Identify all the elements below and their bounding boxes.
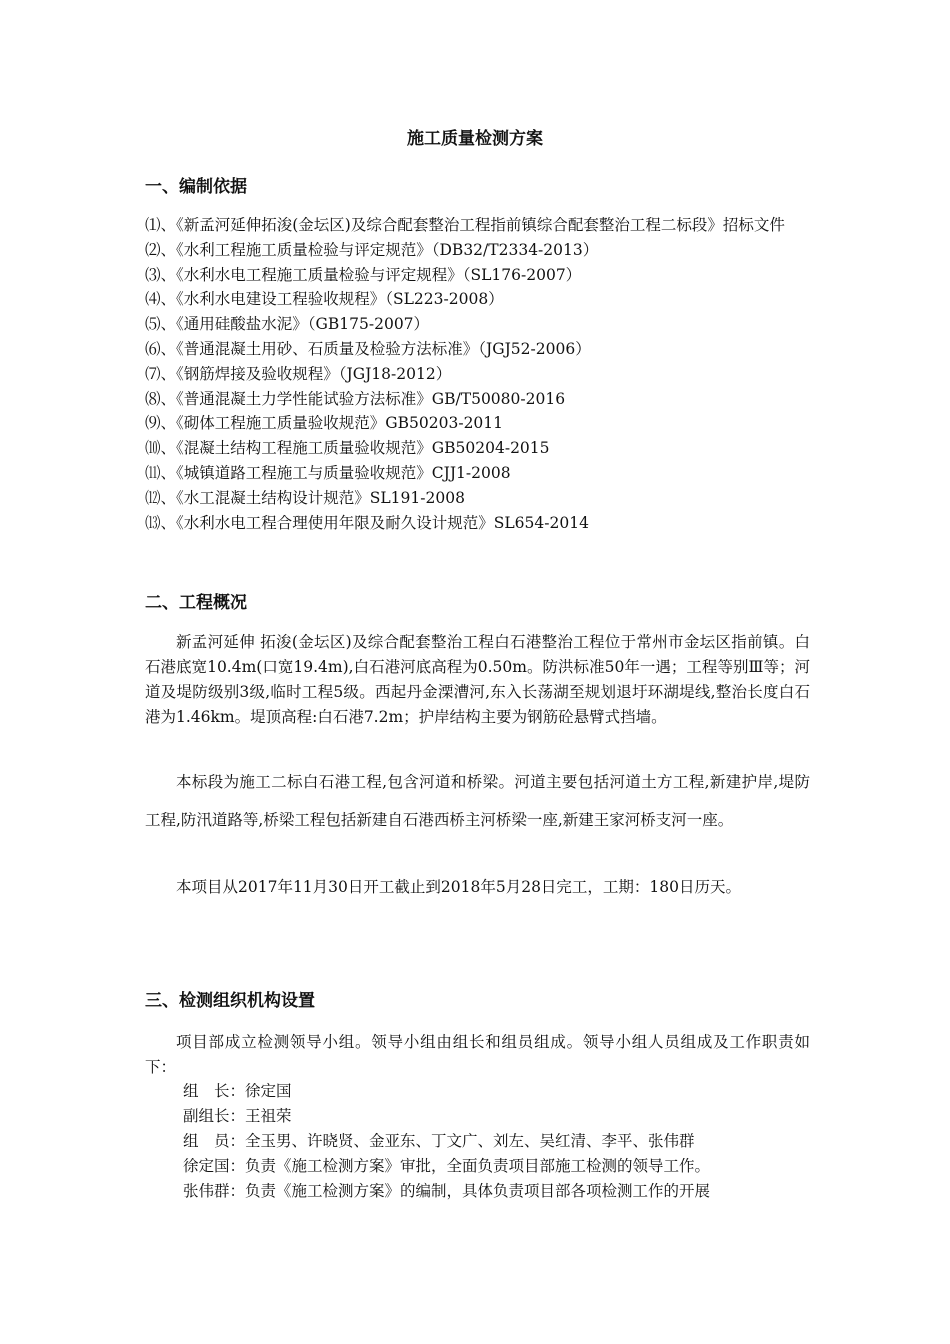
- section-heading-organization: 三、检测组织机构设置: [145, 991, 315, 1011]
- org-line-members: 组 员：全玉男、许晓贤、金亚东、丁文广、刘左、吴红清、李平、张伟群: [183, 1132, 695, 1150]
- reference-item: ⑾、《城镇道路工程施工与质量验收规范》CJJ1-2008: [145, 463, 511, 482]
- org-line-duty-xu: 徐定国：负责《施工检测方案》审批，全面负责项目部施工检测的领导工作。: [183, 1157, 711, 1175]
- org-line-leader: 组 长：徐定国: [183, 1082, 292, 1100]
- reference-item: ⑷、《水利水电建设工程验收规程》（SL223-2008）: [145, 290, 504, 309]
- org-line-deputy: 副组长：王祖荣: [183, 1107, 292, 1125]
- overview-paragraph-location: 新孟河延伸 拓浚(金坛区)及综合配套整治工程白石港整治工程位于常州市金坛区指前镇。白石港底宽10.4m(口宽19.4m),白石港河底高程为0.50m。防洪标准50年一遇；工程等别Ⅲ等；河道及堤防级别3级,临时工程5级。西起丹金溧漕河,东入长荡湖至规划退圩环湖堤线,整治长度白石港为1.46km。堤顶高程:白石港7.2m；护岸结构主要为钢筋砼悬臂式挡墙。: [145, 633, 810, 726]
- reference-item: ⑵、《水利工程施工质量检验与评定规范》（DB32/T2334-2013）: [145, 240, 599, 259]
- document-title: 施工质量检测方案: [407, 129, 543, 149]
- section-heading-overview: 二、工程概况: [145, 593, 247, 613]
- reference-item: ⑴、《新孟河延伸拓浚(金坛区)及综合配套整治工程指前镇综合配套整治工程二标段》招标文件: [145, 216, 785, 234]
- organization-intro-paragraph: 项目部成立检测领导小组。领导小组由组长和组员组成。领导小组人员组成及工作职责如下：: [145, 1033, 810, 1076]
- overview-paragraph-schedule: 本项目从2017年11月30日开工截止到2018年5月28日完工，工期：180日历天。: [176, 878, 742, 896]
- reference-item: ⑽、《混凝土结构工程施工质量验收规范》GB50204-2015: [145, 439, 550, 458]
- overview-paragraph-scope: 本标段为施工二标白石港工程,包含河道和桥梁。河道主要包括河道土方工程,新建护岸,堤防工程,防汛道路等,桥梁工程包括新建自石港西桥主河桥梁一座,新建王家河桥支河一座。: [145, 773, 810, 829]
- reference-list: [145, 213, 815, 535]
- reference-item: ⑹、《普通混凝土用砂、石质量及检验方法标准》（JGJ52-2006）: [145, 339, 591, 358]
- reference-item: ⒀、《水利水电工程合理使用年限及耐久设计规范》SL654-2014: [145, 513, 589, 532]
- reference-item: ⑸、《通用硅酸盐水泥》（GB175-2007）: [145, 315, 430, 334]
- reference-item: ⑻、《普通混凝土力学性能试验方法标准》GB/T50080-2016: [145, 389, 566, 408]
- organization-member-list: [183, 1079, 823, 1204]
- section-heading-basis: 一、编制依据: [145, 177, 247, 197]
- org-line-duty-zhang: 张伟群：负责《施工检测方案》的编制，具体负责项目部各项检测工作的开展: [183, 1182, 711, 1200]
- reference-item: ⑺、《钢筋焊接及验收规程》（JGJ18-2012）: [145, 364, 452, 383]
- reference-item: ⑼、《砌体工程施工质量验收规范》GB50203-2011: [145, 414, 504, 433]
- reference-item: ⑶、《水利水电工程施工质量检验与评定规程》（SL176-2007）: [145, 265, 582, 284]
- reference-item: ⑿、《水工混凝土结构设计规范》SL191-2008: [145, 488, 465, 507]
